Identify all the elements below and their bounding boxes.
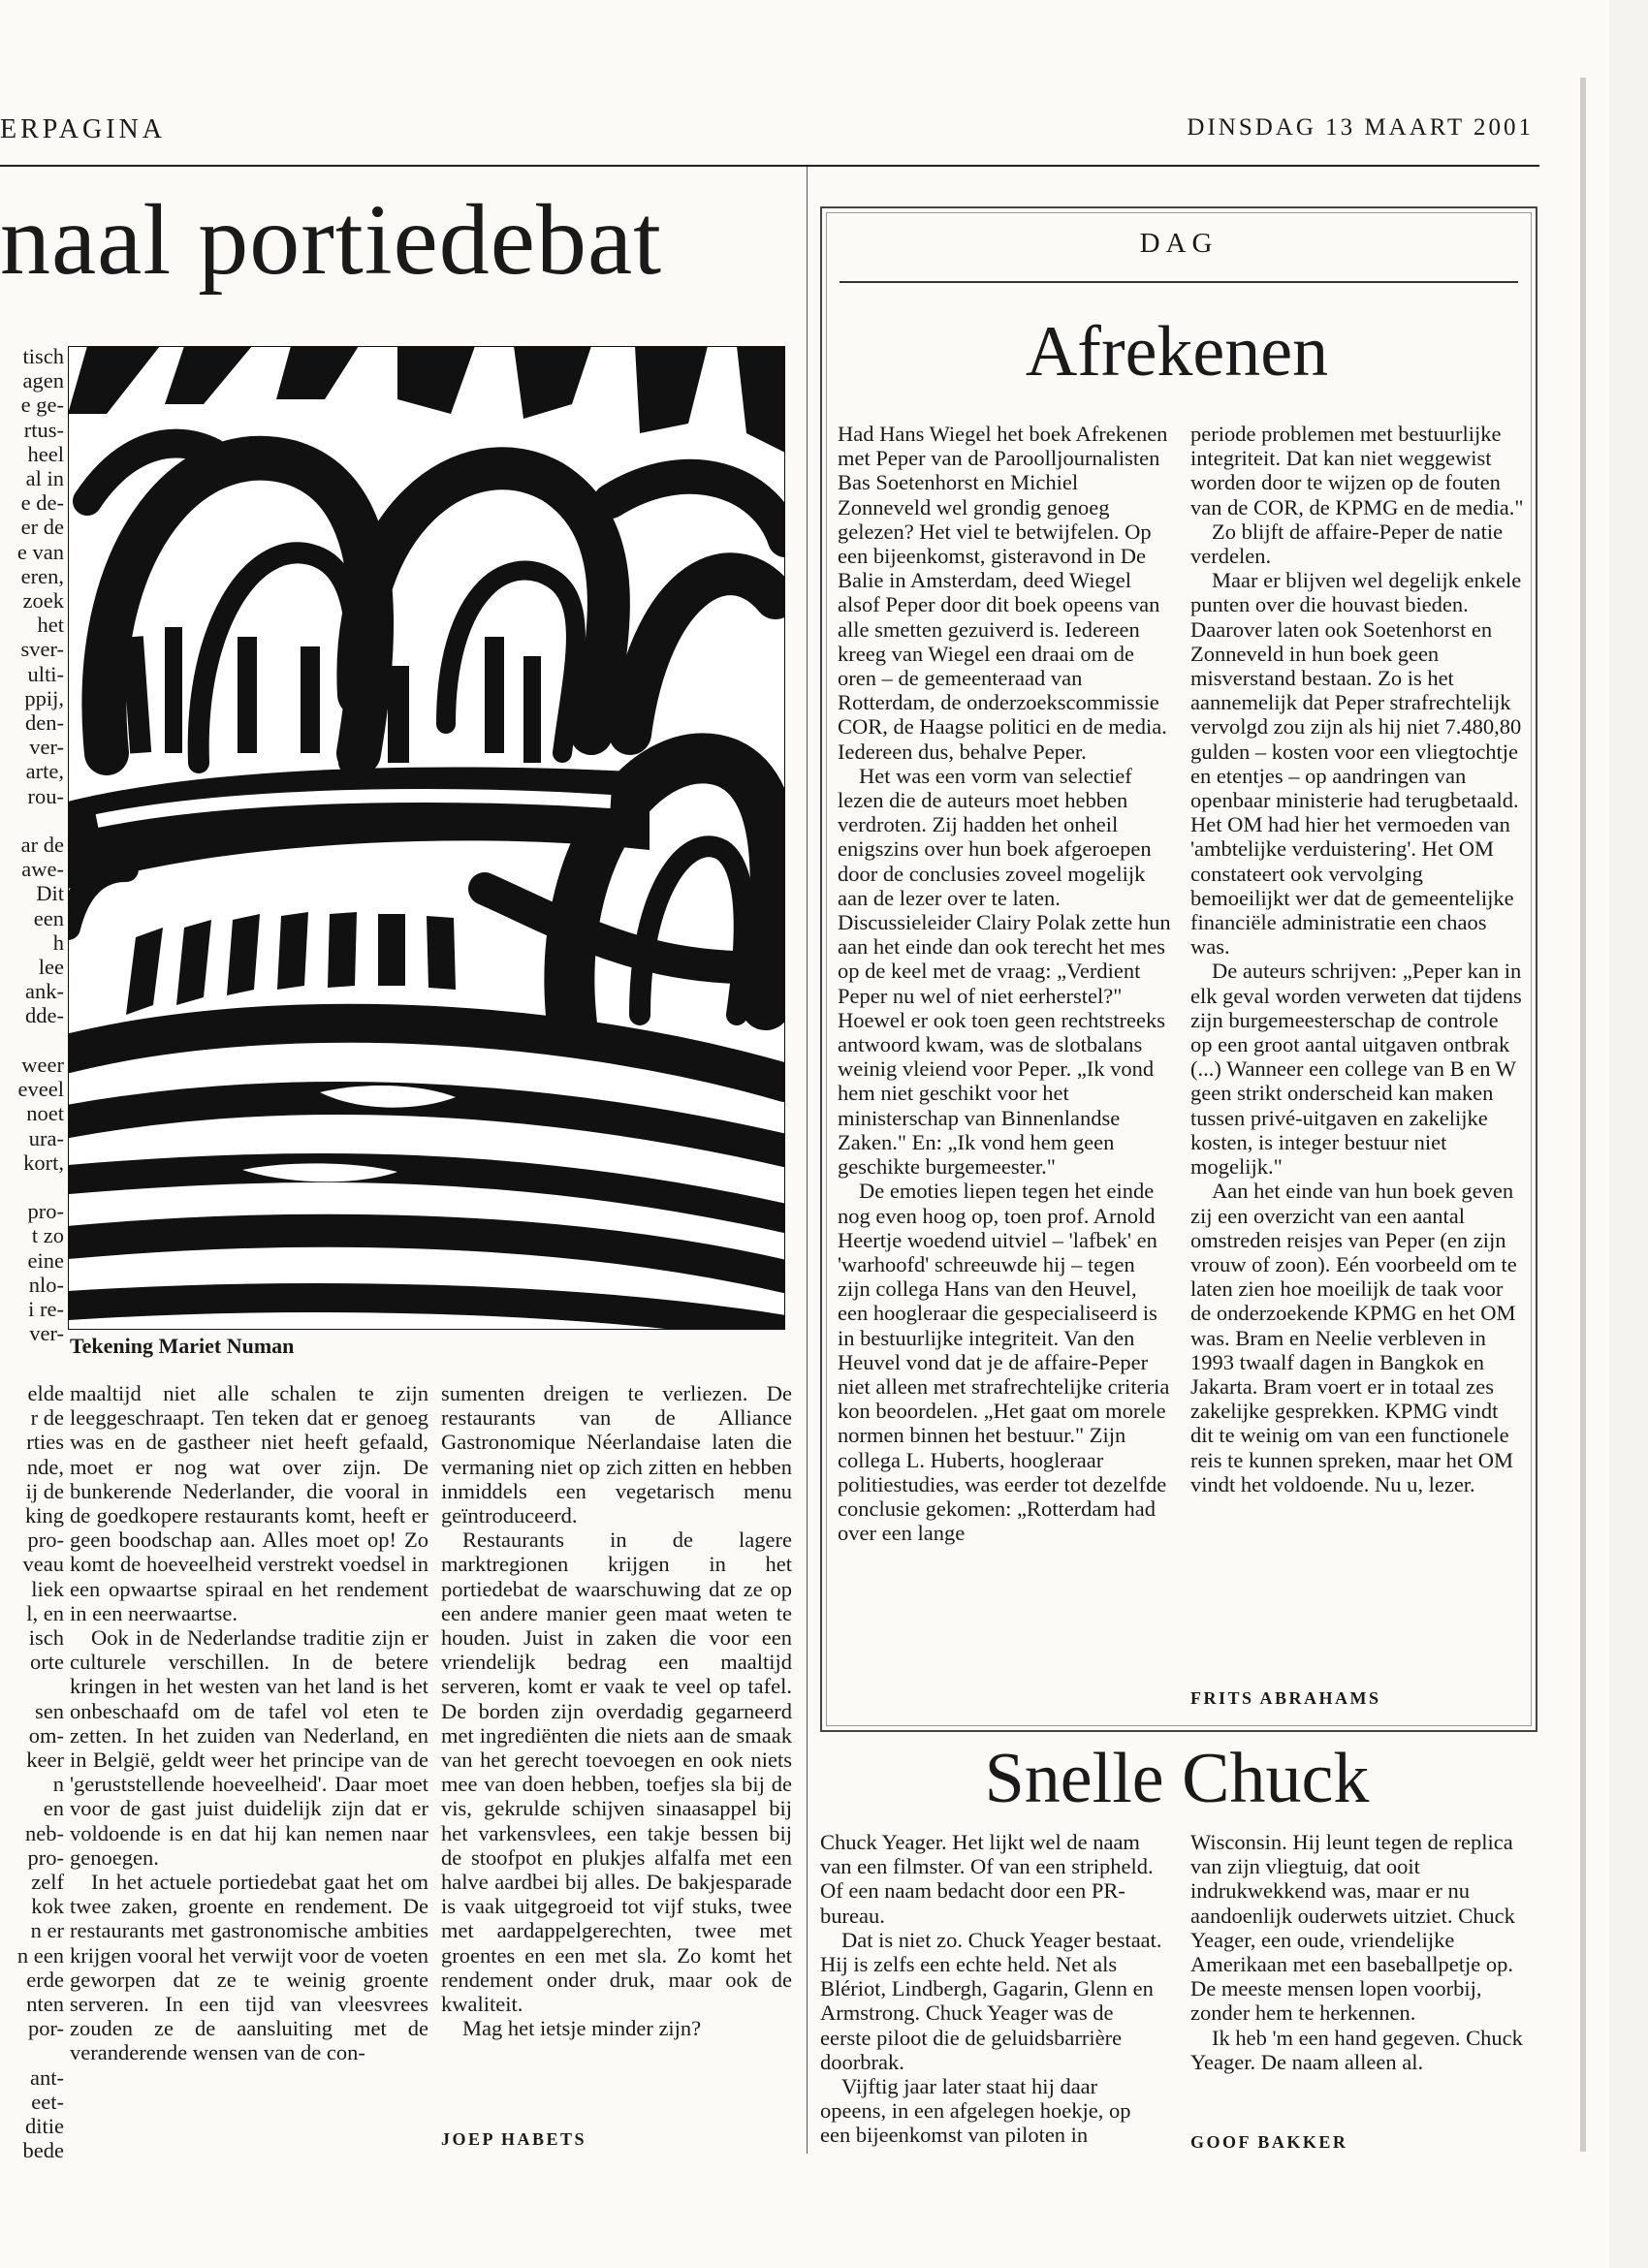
cropped-line: orte	[30, 1650, 64, 1675]
cropped-line: er de	[20, 515, 64, 540]
cropped-line: ar de	[20, 833, 64, 858]
paragraph: De auteurs schrijven: „Peper kan in elk geval worden verweten dat tijdens zijn burgemeesterschap de controle op een groot aantal uitgaven ontbrak (...) Wanneer een college van B en W geen strikt onderscheid kan maken tussen privé-uitgaven en zakelijke kosten, is integer bestuur niet mogelijk."	[1190, 959, 1522, 1180]
cropped-line: sver-	[20, 637, 64, 662]
paragraph: Zo blijft de affaire-Peper de natie verdelen.	[1190, 519, 1504, 569]
paragraph: De emoties liepen tegen het einde nog even hoog op, toen prof. Arnold Heertje woedend uitviel – 'lafbek' en 'warhoofd' schreeuwde hij – tegen zijn collega Hans van den Heuvel, een hoogleraar die gespecialiseerd is in bestuurlijke integriteit. Van den Heuvel vond dat je de affaire-Peper niet alleen met strafrechtelijke criteria kon beoordelen. „Het gaat om morele normen binnen het bestuur." Zijn collega L. Huberts, hoogleraar politiestudies, was eerder tot dezelfde conclusie gekomen: „Rotterdam had over een lange	[838, 1179, 1170, 1546]
cropped-line: tisch	[22, 344, 64, 368]
cropped-line: zelf	[31, 1870, 64, 1895]
dag-label: DAG	[1139, 228, 1219, 259]
cropped-line: nlo-	[28, 1272, 64, 1297]
cropped-line: ver-	[29, 735, 64, 760]
byline: JOEP HABETS	[441, 2129, 587, 2149]
cropped-line: en	[43, 1796, 64, 1821]
running-head-section: ERPAGINA	[0, 114, 166, 144]
article-headline: naal portiedebat	[0, 184, 663, 296]
cropped-line	[0, 808, 64, 833]
cropped-line: heel	[27, 441, 64, 466]
cropped-line: isch	[28, 1625, 64, 1651]
paragraph: periode problemen met bestuurlijke integriteit. Dat kan niet weggewist worden door te wijzen op de fouten van de COR, de KPMG en de media."	[1190, 422, 1524, 520]
cropped-line: ver-	[29, 1321, 64, 1346]
cropped-line: nde,	[26, 1454, 64, 1479]
cropped-line: ulti-	[27, 661, 64, 686]
paragraph: In het actuele portiedebat gaat het om twee zaken, groente en rendement. De restaurants met gastronomische ambities krijgen vooral het verwijt voor de voeten geworpen dat ze te weinig groente serveren. In een tijd van vleesvrees zouden ze de aansluiting met de veranderende wensen van de con-	[70, 1870, 428, 2065]
cropped-line: ppij,	[24, 685, 64, 710]
woodcut-drawing	[68, 346, 785, 1330]
cropped-line: i re-	[28, 1296, 64, 1321]
paragraph: Vijftig jaar later staat hij daar opeens, in een afgelegen hoekje, op een bijeenkomst van piloten in	[820, 2074, 1131, 2148]
cropped-line: nten	[26, 1992, 64, 2017]
cropped-line: rties	[26, 1430, 64, 1455]
cropped-line: pro-	[27, 1528, 64, 1553]
cropped-line: om-	[28, 1722, 64, 1748]
cropped-line	[0, 1175, 64, 1199]
cropped-line: e van	[16, 539, 64, 564]
cropped-line: al in	[25, 466, 64, 491]
paragraph: Maar er blijven wel degelijk enkele punten over die houvast bieden. Daarover laten ook Soetenhorst en Zonneveld in hun boek geen misverstand bestaan. Zo is het aannemelijk dat Peper strafrechtelijk vervolgd zou zijn als hij niet 7.480,80 gulden – kosten voor een vliegtochtje en etentjes – op aandringen van openbaar ministerie had terugbetaald. Het OM had hier het vermoeden van 'ambtelijke verduistering'. Het OM constateert ook vervolging bemoeilijkt wer dat de gemeentelijke financiële administratie een chaos was.	[1190, 568, 1522, 960]
illustration-caption: Tekening Mariet Numan	[70, 1334, 295, 1358]
paragraph: Restaurants in de lagere marktregionen krijgen in het portiedebat de waarschuwing dat ze op een andere manier geen maat weten te houden. Juist in zaken die voor een vriendelijk bedrag een maaltijd serveren, komt er vaak te veel op tafel. De borden zijn overdadig gegarneerd met ingrediënten die niets aan de smaak van het gerecht toevoegen en ook niets mee van doen hebben, toefjes sla bij de vis, gekrulde schijven sinaasappel bij het varkensvlees, een takje bessen bij de stoofpot en plukjes alfalfa met een halve aardbei bij alles. De bakjesparade is vaak uitgegroeid tot vijf stuks, twee met aardappelgerechten, twee met groentes en een met sla. Zo komt het rendement onder druk, maar ook de kwaliteit.	[441, 1528, 792, 2017]
cropped-line: awe-	[21, 857, 64, 882]
dag-title: Afrekenen	[1025, 312, 1329, 392]
paragraph: maaltijd niet alle schalen te zijn leeggeschraapt. Ten teken dat er genoeg was en de gastheer niet heeft gefaald, moet er nog wat over zijn. De bunkerende Nederlander, die vooral in de goedkopere restaurants komt, heeft er geen boodschap aan. Alles moet op! Zo komt de hoeveelheid verstrekt voedsel in een opwaartse spiraal en het rendement in een neerwaartse.	[70, 1381, 428, 1625]
cropped-line: het	[37, 613, 64, 638]
cropped-line: e ge-	[20, 393, 64, 418]
paragraph: Mag het ietsje minder zijn?	[462, 2016, 702, 2041]
column-divider	[807, 167, 808, 2154]
cropped-line: weer	[21, 1052, 64, 1077]
cropped-line: veau	[22, 1552, 64, 1577]
cropped-line: noet	[26, 1101, 64, 1126]
cropped-line: den-	[25, 710, 64, 736]
paragraph: Het was een vorm van selectief lezen die de auteurs moet hebben verdroten. Zij hadden het onheil enigszins over hun boek afgeroepen door de conclusies zoveel mogelijk aan de lezer over te laten. Discussieleider Clairy Polak zette hun aan het einde dan ook terecht het mes op de keel met de vraag: „Verdient Peper nu wel of niet eerherstel?" Hoewel er ook toen geen rechtstreeks antwoord kwam, was de slotbalans weinig vleiend voor Peper. „Ik vond hem niet geschikt voor het ministerschap van Binnenlandse Zaken." En: „Ik vond hem geen geschikte burgemeester."	[838, 763, 1171, 1180]
cropped-line: sen	[35, 1698, 64, 1723]
paragraph: Ik heb 'm een hand gegeven. Chuck Yeager. De naam alleen al.	[1190, 2025, 1523, 2074]
cropped-line: kok	[31, 1894, 64, 1919]
cropped-line: king	[24, 1503, 64, 1528]
cropped-line: bede	[22, 2138, 64, 2163]
snelle-chuck-column-1	[820, 1830, 1164, 2148]
byline: FRITS ABRAHAMS	[1190, 1688, 1381, 1708]
cropped-column-bottom	[0, 1381, 64, 2163]
cropped-line: rou-	[27, 783, 64, 808]
cropped-line: een	[33, 905, 64, 930]
byline: GOOF BAKKER	[1190, 2132, 1348, 2152]
cropped-line: zoek	[22, 588, 64, 614]
cropped-line: h	[52, 929, 64, 955]
cropped-line: ant-	[30, 2064, 64, 2090]
cropped-line: por-	[27, 2016, 64, 2041]
dag-column-1	[838, 422, 1172, 1545]
cropped-line: e de-	[20, 490, 64, 516]
paragraph: Had Hans Wiegel het boek Afrekenen met Peper van de Paroolljournalisten Bas Soetenhorst en Michiel Zonneveld wel grondig genoeg gelezen? Het viel te betwijfelen. Op een bijeenkomst, gisteravond in De Balie in Amsterdam, deed Wiegel alsof Peper door dit boek opeens van alle smetten gezuiverd is. Iedereen kreeg van Wiegel een draai om de oren – de gemeenteraad van Rotterdam, de onderzoekscommissie COR, de Haagse politici en de media. Iedereen dus, behalve Peper.	[838, 422, 1168, 764]
cropped-line: dde-	[25, 1003, 64, 1028]
cropped-line: erde	[26, 1967, 64, 1992]
cropped-line: l, en	[26, 1600, 64, 1625]
cropped-line: Dit	[36, 881, 64, 906]
paragraph: Wisconsin. Hij leunt tegen de replica van zijn vliegtuig, dat ooit indrukwekkend was, maar er nu aandoenlijk ouderwets uitziet. Chuck Yeager, een oude, vriendelijke Amerikaan met een baseballpetje op. De meeste mensen lopen voorbij, zonder hem te herkennen.	[1190, 1830, 1515, 2026]
dag-column-2	[1190, 422, 1525, 1496]
cropped-line: eren,	[20, 563, 64, 588]
page-edge	[1580, 78, 1586, 2152]
cropped-line	[0, 2040, 64, 2064]
paragraph: Chuck Yeager. Het lijkt wel de naam van een filmster. Of van een stripheld. Of een naam bedacht door een PR-bureau.	[820, 1830, 1154, 1928]
running-head-date: DINSDAG 13 MAART 2001	[1187, 114, 1534, 141]
cropped-line: ank-	[25, 979, 64, 1004]
snelle-chuck-title: Snelle Chuck	[984, 1739, 1370, 1818]
cropped-line: eet-	[31, 2089, 64, 2114]
cropped-line: pro-	[27, 1199, 64, 1224]
cropped-line: n er	[30, 1918, 64, 1943]
cropped-line: lee	[38, 955, 64, 980]
illustration	[68, 346, 785, 1330]
cropped-line: eveel	[17, 1077, 64, 1102]
cropped-column-top	[0, 344, 64, 1345]
cropped-line: elde	[27, 1381, 64, 1405]
cropped-line: arte,	[25, 759, 64, 784]
cropped-line: n	[52, 1772, 64, 1797]
cropped-line: kort,	[23, 1150, 64, 1175]
cropped-line	[0, 1674, 64, 1698]
header-rule	[0, 165, 1539, 167]
cropped-line: n een	[16, 1942, 64, 1968]
cropped-line: t zo	[31, 1223, 64, 1248]
dag-rule	[840, 281, 1518, 283]
paragraph: Ook in de Nederlandse traditie zijn er culturele verschillen. In de betere kringen in het westen van het land is het onbeschaafd om de tafel vol eten te zetten. In het zuiden van Nederland, en in België, geldt weer het principe van de 'geruststellende hoeveelheid'. Daar moet voor de gast juist duidelijk zijn dat er voldoende is en dat hij kan nemen naar genoegen.	[70, 1625, 428, 1870]
cropped-line: r de	[30, 1405, 64, 1431]
cropped-line: ditie	[25, 2114, 64, 2139]
left-article-column-2	[441, 1381, 792, 2040]
cropped-line: keer	[26, 1748, 64, 1773]
cropped-line: agen	[22, 368, 64, 394]
cropped-line: ij de	[25, 1478, 64, 1503]
left-article-column-1	[70, 1381, 428, 2065]
cropped-line: ura-	[28, 1125, 64, 1150]
cropped-line: rtus-	[23, 417, 64, 442]
cropped-line: liek	[31, 1576, 64, 1601]
cropped-line: neb-	[25, 1820, 64, 1845]
paragraph: sumenten dreigen te verliezen. De restaurants van de Alliance Gastronomique Néerlandaise laten die vermaning niet op zich zitten en hebben inmiddels een vegetarisch menu geïntroduceerd.	[441, 1381, 792, 1528]
paragraph: Aan het einde van hun boek geven zij een overzicht van een aantal omstreden reisjes van Peper (en zijn vrouw of zoon). Eén voorbeeld om te laten zien hoe moeilijk de taak voor de onderzoekende KPMG en het OM was. Bram en Neelie verbleven in 1993 twaalf dagen in Bangkok en Jakarta. Bram voert er in totaal zes zakelijke gesprekken. KPMG vindt dit te weinig om van een functionele reis te kunnen spreken, maar het OM vindt het voldoende. Nu u, lezer.	[1190, 1179, 1517, 1496]
cropped-line: pro-	[27, 1844, 64, 1870]
paragraph: Dat is niet zo. Chuck Yeager bestaat. Hij is zelfs een echte held. Net als Blériot, Lindbergh, Gagarin, Glenn en Armstrong. Chuck Yeager was de eerste piloot die de geluidsbarrière doorbrak.	[820, 1927, 1162, 2074]
cropped-line: eine	[27, 1247, 64, 1273]
cropped-line	[0, 1028, 64, 1053]
snelle-chuck-column-2	[1190, 1830, 1535, 2074]
